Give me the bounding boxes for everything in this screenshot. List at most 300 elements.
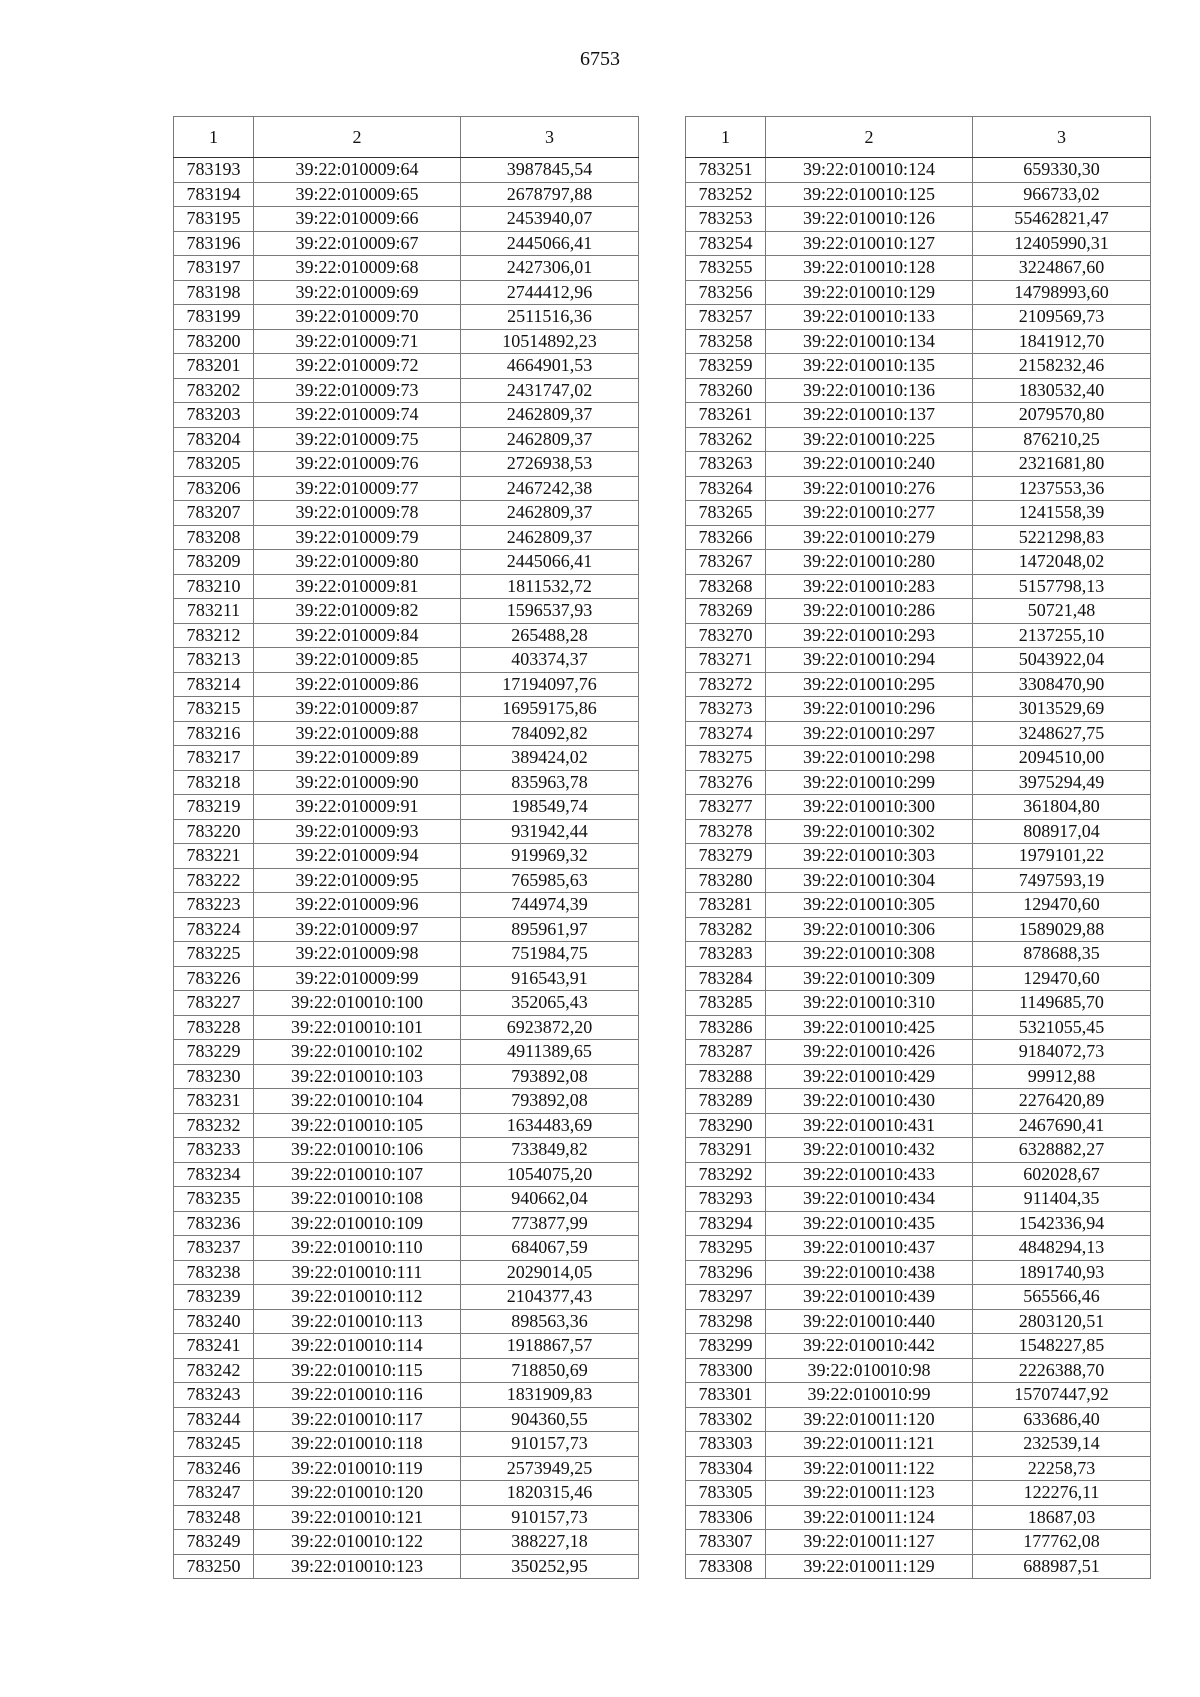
table-row xyxy=(174,158,639,183)
value-cell: 916543,91 xyxy=(461,966,639,991)
cadastral-number-cell: 39:22:010010:431 xyxy=(766,1113,973,1138)
table-row xyxy=(686,158,1151,183)
table-row xyxy=(686,623,1151,648)
table-row xyxy=(686,1138,1151,1163)
cadastral-number-cell: 39:22:010010:110 xyxy=(254,1236,461,1261)
cadastral-number-cell: 39:22:010010:114 xyxy=(254,1334,461,1359)
cadastral-number-cell: 39:22:010010:276 xyxy=(766,476,973,501)
row-number-cell: 783207 xyxy=(174,501,254,526)
cadastral-number-cell: 39:22:010011:123 xyxy=(766,1481,973,1506)
value-cell: 350252,95 xyxy=(461,1554,639,1579)
cadastral-number-cell: 39:22:010010:298 xyxy=(766,746,973,771)
table-row xyxy=(174,1089,639,1114)
row-number-cell: 783259 xyxy=(686,354,766,379)
value-cell: 910157,73 xyxy=(461,1432,639,1457)
table-row xyxy=(686,1040,1151,1065)
value-cell: 2467690,41 xyxy=(973,1113,1151,1138)
table-row xyxy=(686,1334,1151,1359)
cadastral-number-cell: 39:22:010010:309 xyxy=(766,966,973,991)
value-cell: 2744412,96 xyxy=(461,280,639,305)
cadastral-number-cell: 39:22:010009:95 xyxy=(254,868,461,893)
cadastral-number-cell: 39:22:010010:128 xyxy=(766,256,973,281)
value-cell: 744974,39 xyxy=(461,893,639,918)
row-number-cell: 783220 xyxy=(174,819,254,844)
cadastral-number-cell: 39:22:010010:299 xyxy=(766,770,973,795)
value-cell: 1820315,46 xyxy=(461,1481,639,1506)
table-row xyxy=(686,427,1151,452)
value-cell: 1831909,83 xyxy=(461,1383,639,1408)
value-cell: 2462809,37 xyxy=(461,403,639,428)
value-cell: 3224867,60 xyxy=(973,256,1151,281)
cadastral-number-cell: 39:22:010010:112 xyxy=(254,1285,461,1310)
value-cell: 389424,02 xyxy=(461,746,639,771)
cadastral-number-cell: 39:22:010010:303 xyxy=(766,844,973,869)
cadastral-number-cell: 39:22:010009:79 xyxy=(254,525,461,550)
column-header: 2 xyxy=(766,117,973,158)
row-number-cell: 783206 xyxy=(174,476,254,501)
row-number-cell: 783270 xyxy=(686,623,766,648)
cadastral-number-cell: 39:22:010010:117 xyxy=(254,1407,461,1432)
cadastral-number-cell: 39:22:010010:99 xyxy=(766,1383,973,1408)
value-cell: 2467242,38 xyxy=(461,476,639,501)
value-cell: 2678797,88 xyxy=(461,182,639,207)
cadastral-number-cell: 39:22:010009:69 xyxy=(254,280,461,305)
value-cell: 129470,60 xyxy=(973,893,1151,918)
table-row xyxy=(174,354,639,379)
value-cell: 688987,51 xyxy=(973,1554,1151,1579)
value-cell: 911404,35 xyxy=(973,1187,1151,1212)
table-row xyxy=(686,721,1151,746)
row-number-cell: 783290 xyxy=(686,1113,766,1138)
row-number-cell: 783229 xyxy=(174,1040,254,1065)
table-row xyxy=(686,1113,1151,1138)
row-number-cell: 783213 xyxy=(174,648,254,673)
table-row xyxy=(686,1530,1151,1555)
cadastral-number-cell: 39:22:010010:100 xyxy=(254,991,461,1016)
cadastral-number-cell: 39:22:010010:310 xyxy=(766,991,973,1016)
value-cell: 177762,08 xyxy=(973,1530,1151,1555)
cadastral-number-cell: 39:22:010010:103 xyxy=(254,1064,461,1089)
value-cell: 793892,08 xyxy=(461,1064,639,1089)
table-row xyxy=(174,1211,639,1236)
value-cell: 1634483,69 xyxy=(461,1113,639,1138)
cadastral-number-cell: 39:22:010010:425 xyxy=(766,1015,973,1040)
value-cell: 129470,60 xyxy=(973,966,1151,991)
table-row xyxy=(174,280,639,305)
table-row xyxy=(174,1064,639,1089)
row-number-cell: 783218 xyxy=(174,770,254,795)
cadastral-number-cell: 39:22:010010:294 xyxy=(766,648,973,673)
row-number-cell: 783305 xyxy=(686,1481,766,1506)
row-number-cell: 783287 xyxy=(686,1040,766,1065)
value-cell: 265488,28 xyxy=(461,623,639,648)
cadastral-number-cell: 39:22:010009:99 xyxy=(254,966,461,991)
table-row xyxy=(174,672,639,697)
cadastral-number-cell: 39:22:010009:80 xyxy=(254,550,461,575)
table-row xyxy=(174,942,639,967)
row-number-cell: 783258 xyxy=(686,329,766,354)
value-cell: 718850,69 xyxy=(461,1358,639,1383)
value-cell: 3987845,54 xyxy=(461,158,639,183)
row-number-cell: 783289 xyxy=(686,1089,766,1114)
value-cell: 966733,02 xyxy=(973,182,1151,207)
table-row xyxy=(174,1236,639,1261)
cadastral-number-cell: 39:22:010010:439 xyxy=(766,1285,973,1310)
cadastral-number-cell: 39:22:010009:94 xyxy=(254,844,461,869)
cadastral-number-cell: 39:22:010010:101 xyxy=(254,1015,461,1040)
value-cell: 4911389,65 xyxy=(461,1040,639,1065)
cadastral-number-cell: 39:22:010009:65 xyxy=(254,182,461,207)
table-row xyxy=(174,207,639,232)
row-number-cell: 783194 xyxy=(174,182,254,207)
row-number-cell: 783234 xyxy=(174,1162,254,1187)
table-row xyxy=(174,1113,639,1138)
value-cell: 50721,48 xyxy=(973,599,1151,624)
row-number-cell: 783208 xyxy=(174,525,254,550)
table-row xyxy=(686,1383,1151,1408)
cadastral-number-cell: 39:22:010010:111 xyxy=(254,1260,461,1285)
table-row xyxy=(174,378,639,403)
cadastral-number-cell: 39:22:010009:98 xyxy=(254,942,461,967)
row-number-cell: 783210 xyxy=(174,574,254,599)
cadastral-number-cell: 39:22:010009:71 xyxy=(254,329,461,354)
cadastral-number-cell: 39:22:010010:108 xyxy=(254,1187,461,1212)
table-row xyxy=(174,1187,639,1212)
table-row xyxy=(686,403,1151,428)
column-header: 1 xyxy=(174,117,254,158)
value-cell: 388227,18 xyxy=(461,1530,639,1555)
value-cell: 352065,43 xyxy=(461,991,639,1016)
table-row xyxy=(174,525,639,550)
table-row xyxy=(174,329,639,354)
cadastral-number-cell: 39:22:010010:109 xyxy=(254,1211,461,1236)
cadastral-number-cell: 39:22:010010:240 xyxy=(766,452,973,477)
table-row xyxy=(174,844,639,869)
cadastral-number-cell: 39:22:010011:127 xyxy=(766,1530,973,1555)
cadastral-number-cell: 39:22:010010:302 xyxy=(766,819,973,844)
row-number-cell: 783247 xyxy=(174,1481,254,1506)
cadastral-number-cell: 39:22:010011:124 xyxy=(766,1505,973,1530)
table-row xyxy=(174,427,639,452)
table-row xyxy=(686,574,1151,599)
row-number-cell: 783227 xyxy=(174,991,254,1016)
row-number-cell: 783197 xyxy=(174,256,254,281)
value-cell: 835963,78 xyxy=(461,770,639,795)
row-number-cell: 783223 xyxy=(174,893,254,918)
cadastral-number-cell: 39:22:010010:297 xyxy=(766,721,973,746)
row-number-cell: 783288 xyxy=(686,1064,766,1089)
row-number-cell: 783221 xyxy=(174,844,254,869)
table-row xyxy=(174,991,639,1016)
cadastral-number-cell: 39:22:010009:76 xyxy=(254,452,461,477)
table-row xyxy=(174,868,639,893)
value-cell: 2573949,25 xyxy=(461,1456,639,1481)
value-cell: 565566,46 xyxy=(973,1285,1151,1310)
table-row xyxy=(686,770,1151,795)
table-row xyxy=(686,378,1151,403)
row-number-cell: 783200 xyxy=(174,329,254,354)
cadastral-number-cell: 39:22:010011:121 xyxy=(766,1432,973,1457)
cadastral-number-cell: 39:22:010010:283 xyxy=(766,574,973,599)
value-cell: 793892,08 xyxy=(461,1089,639,1114)
row-number-cell: 783260 xyxy=(686,378,766,403)
row-number-cell: 783283 xyxy=(686,942,766,967)
row-number-cell: 783279 xyxy=(686,844,766,869)
row-number-cell: 783202 xyxy=(174,378,254,403)
cadastral-number-cell: 39:22:010009:84 xyxy=(254,623,461,648)
row-number-cell: 783198 xyxy=(174,280,254,305)
table-row xyxy=(686,893,1151,918)
cadastral-number-cell: 39:22:010010:129 xyxy=(766,280,973,305)
value-cell: 55462821,47 xyxy=(973,207,1151,232)
table-row xyxy=(174,599,639,624)
table-row xyxy=(174,305,639,330)
cadastral-number-cell: 39:22:010010:133 xyxy=(766,305,973,330)
table-row xyxy=(174,1358,639,1383)
table-row xyxy=(174,403,639,428)
cadastral-number-cell: 39:22:010009:72 xyxy=(254,354,461,379)
row-number-cell: 783276 xyxy=(686,770,766,795)
value-cell: 2462809,37 xyxy=(461,427,639,452)
row-number-cell: 783255 xyxy=(686,256,766,281)
row-number-cell: 783203 xyxy=(174,403,254,428)
table-row xyxy=(686,1309,1151,1334)
value-cell: 910157,73 xyxy=(461,1505,639,1530)
row-number-cell: 783248 xyxy=(174,1505,254,1530)
cadastral-number-cell: 39:22:010010:306 xyxy=(766,917,973,942)
table-row xyxy=(686,452,1151,477)
table-row xyxy=(686,917,1151,942)
value-cell: 3248627,75 xyxy=(973,721,1151,746)
table-row xyxy=(686,354,1151,379)
table-row xyxy=(686,550,1151,575)
table-row xyxy=(174,893,639,918)
table-row xyxy=(686,868,1151,893)
cadastral-number-cell: 39:22:010010:296 xyxy=(766,697,973,722)
value-cell: 895961,97 xyxy=(461,917,639,942)
table-row xyxy=(174,182,639,207)
table-row xyxy=(174,1432,639,1457)
row-number-cell: 783273 xyxy=(686,697,766,722)
table-row xyxy=(174,697,639,722)
row-number-cell: 783274 xyxy=(686,721,766,746)
cadastral-number-cell: 39:22:010009:87 xyxy=(254,697,461,722)
cadastral-number-cell: 39:22:010009:93 xyxy=(254,819,461,844)
value-cell: 5321055,45 xyxy=(973,1015,1151,1040)
column-header: 3 xyxy=(461,117,639,158)
table-row xyxy=(686,525,1151,550)
row-number-cell: 783299 xyxy=(686,1334,766,1359)
row-number-cell: 783294 xyxy=(686,1211,766,1236)
row-number-cell: 783235 xyxy=(174,1187,254,1212)
cadastral-number-cell: 39:22:010009:86 xyxy=(254,672,461,697)
table-row xyxy=(686,844,1151,869)
table-row xyxy=(174,452,639,477)
cadastral-number-cell: 39:22:010010:279 xyxy=(766,525,973,550)
row-number-cell: 783214 xyxy=(174,672,254,697)
cadastral-number-cell: 39:22:010010:280 xyxy=(766,550,973,575)
value-cell: 1054075,20 xyxy=(461,1162,639,1187)
row-number-cell: 783300 xyxy=(686,1358,766,1383)
table-row xyxy=(174,1309,639,1334)
row-number-cell: 783193 xyxy=(174,158,254,183)
row-number-cell: 783250 xyxy=(174,1554,254,1579)
table-row xyxy=(174,1260,639,1285)
table-row xyxy=(174,1040,639,1065)
table-row xyxy=(174,1285,639,1310)
value-cell: 1542336,94 xyxy=(973,1211,1151,1236)
row-number-cell: 783226 xyxy=(174,966,254,991)
value-cell: 765985,63 xyxy=(461,868,639,893)
row-number-cell: 783201 xyxy=(174,354,254,379)
table-row xyxy=(686,1505,1151,1530)
table-row xyxy=(174,917,639,942)
row-number-cell: 783233 xyxy=(174,1138,254,1163)
value-cell: 1149685,70 xyxy=(973,991,1151,1016)
cadastral-number-cell: 39:22:010009:91 xyxy=(254,795,461,820)
value-cell: 2109569,73 xyxy=(973,305,1151,330)
row-number-cell: 783254 xyxy=(686,231,766,256)
cadastral-number-cell: 39:22:010010:127 xyxy=(766,231,973,256)
row-number-cell: 783282 xyxy=(686,917,766,942)
cadastral-number-cell: 39:22:010010:442 xyxy=(766,1334,973,1359)
cadastral-number-cell: 39:22:010010:122 xyxy=(254,1530,461,1555)
table-row xyxy=(686,1162,1151,1187)
cadastral-number-cell: 39:22:010010:426 xyxy=(766,1040,973,1065)
value-cell: 2462809,37 xyxy=(461,501,639,526)
row-number-cell: 783237 xyxy=(174,1236,254,1261)
table-row xyxy=(686,1456,1151,1481)
cadastral-number-cell: 39:22:010010:119 xyxy=(254,1456,461,1481)
cadastral-number-cell: 39:22:010009:73 xyxy=(254,378,461,403)
table-row xyxy=(686,599,1151,624)
cadastral-number-cell: 39:22:010009:64 xyxy=(254,158,461,183)
row-number-cell: 783228 xyxy=(174,1015,254,1040)
value-cell: 3308470,90 xyxy=(973,672,1151,697)
value-cell: 1548227,85 xyxy=(973,1334,1151,1359)
value-cell: 2029014,05 xyxy=(461,1260,639,1285)
value-cell: 5157798,13 xyxy=(973,574,1151,599)
cadastral-number-cell: 39:22:010010:293 xyxy=(766,623,973,648)
value-cell: 4848294,13 xyxy=(973,1236,1151,1261)
row-number-cell: 783256 xyxy=(686,280,766,305)
row-number-cell: 783238 xyxy=(174,1260,254,1285)
table-row xyxy=(686,1285,1151,1310)
table-row xyxy=(686,256,1151,281)
value-cell: 122276,11 xyxy=(973,1481,1151,1506)
row-number-cell: 783199 xyxy=(174,305,254,330)
value-cell: 1891740,93 xyxy=(973,1260,1151,1285)
cadastral-number-cell: 39:22:010009:89 xyxy=(254,746,461,771)
table-row xyxy=(686,746,1151,771)
cadastral-number-cell: 39:22:010010:136 xyxy=(766,378,973,403)
row-number-cell: 783245 xyxy=(174,1432,254,1457)
value-cell: 22258,73 xyxy=(973,1456,1151,1481)
value-cell: 1841912,70 xyxy=(973,329,1151,354)
register-table-left xyxy=(173,116,639,1579)
table-row xyxy=(686,1015,1151,1040)
cadastral-number-cell: 39:22:010010:305 xyxy=(766,893,973,918)
table-row xyxy=(174,231,639,256)
table-row xyxy=(174,1407,639,1432)
table-row xyxy=(174,1505,639,1530)
cadastral-number-cell: 39:22:010010:430 xyxy=(766,1089,973,1114)
value-cell: 403374,37 xyxy=(461,648,639,673)
row-number-cell: 783272 xyxy=(686,672,766,697)
cadastral-number-cell: 39:22:010009:67 xyxy=(254,231,461,256)
cadastral-number-cell: 39:22:010009:97 xyxy=(254,917,461,942)
table-row xyxy=(174,648,639,673)
row-number-cell: 783195 xyxy=(174,207,254,232)
row-number-cell: 783284 xyxy=(686,966,766,991)
cadastral-number-cell: 39:22:010010:433 xyxy=(766,1162,973,1187)
row-number-cell: 783236 xyxy=(174,1211,254,1236)
cadastral-number-cell: 39:22:010010:277 xyxy=(766,501,973,526)
value-cell: 2321681,80 xyxy=(973,452,1151,477)
value-cell: 17194097,76 xyxy=(461,672,639,697)
table-row xyxy=(686,1187,1151,1212)
table-row xyxy=(686,231,1151,256)
value-cell: 2462809,37 xyxy=(461,525,639,550)
row-number-cell: 783225 xyxy=(174,942,254,967)
cadastral-number-cell: 39:22:010010:118 xyxy=(254,1432,461,1457)
row-number-cell: 783222 xyxy=(174,868,254,893)
table-row xyxy=(686,182,1151,207)
cadastral-number-cell: 39:22:010010:137 xyxy=(766,403,973,428)
row-number-cell: 783253 xyxy=(686,207,766,232)
cadastral-number-cell: 39:22:010011:122 xyxy=(766,1456,973,1481)
cadastral-number-cell: 39:22:010010:437 xyxy=(766,1236,973,1261)
value-cell: 2803120,51 xyxy=(973,1309,1151,1334)
row-number-cell: 783240 xyxy=(174,1309,254,1334)
row-number-cell: 783285 xyxy=(686,991,766,1016)
table-row xyxy=(174,1015,639,1040)
cadastral-number-cell: 39:22:010010:438 xyxy=(766,1260,973,1285)
row-number-cell: 783230 xyxy=(174,1064,254,1089)
value-cell: 14798993,60 xyxy=(973,280,1151,305)
table-row xyxy=(686,1064,1151,1089)
cadastral-number-cell: 39:22:010010:440 xyxy=(766,1309,973,1334)
cadastral-number-cell: 39:22:010009:66 xyxy=(254,207,461,232)
cadastral-number-cell: 39:22:010010:432 xyxy=(766,1138,973,1163)
cadastral-number-cell: 39:22:010010:134 xyxy=(766,329,973,354)
row-number-cell: 783280 xyxy=(686,868,766,893)
value-cell: 1237553,36 xyxy=(973,476,1151,501)
value-cell: 2431747,02 xyxy=(461,378,639,403)
table-row xyxy=(686,1089,1151,1114)
value-cell: 1830532,40 xyxy=(973,378,1151,403)
table-row xyxy=(174,1334,639,1359)
value-cell: 2445066,41 xyxy=(461,231,639,256)
table-row xyxy=(686,501,1151,526)
row-number-cell: 783265 xyxy=(686,501,766,526)
table-row xyxy=(686,648,1151,673)
row-number-cell: 783211 xyxy=(174,599,254,624)
row-number-cell: 783251 xyxy=(686,158,766,183)
cadastral-number-cell: 39:22:010009:68 xyxy=(254,256,461,281)
cadastral-number-cell: 39:22:010009:90 xyxy=(254,770,461,795)
cadastral-number-cell: 39:22:010010:126 xyxy=(766,207,973,232)
page-number: 6753 xyxy=(580,48,620,70)
table-row xyxy=(174,966,639,991)
value-cell: 773877,99 xyxy=(461,1211,639,1236)
row-number-cell: 783271 xyxy=(686,648,766,673)
value-cell: 2453940,07 xyxy=(461,207,639,232)
value-cell: 1241558,39 xyxy=(973,501,1151,526)
table-row xyxy=(174,1554,639,1579)
value-cell: 751984,75 xyxy=(461,942,639,967)
table-row xyxy=(686,819,1151,844)
